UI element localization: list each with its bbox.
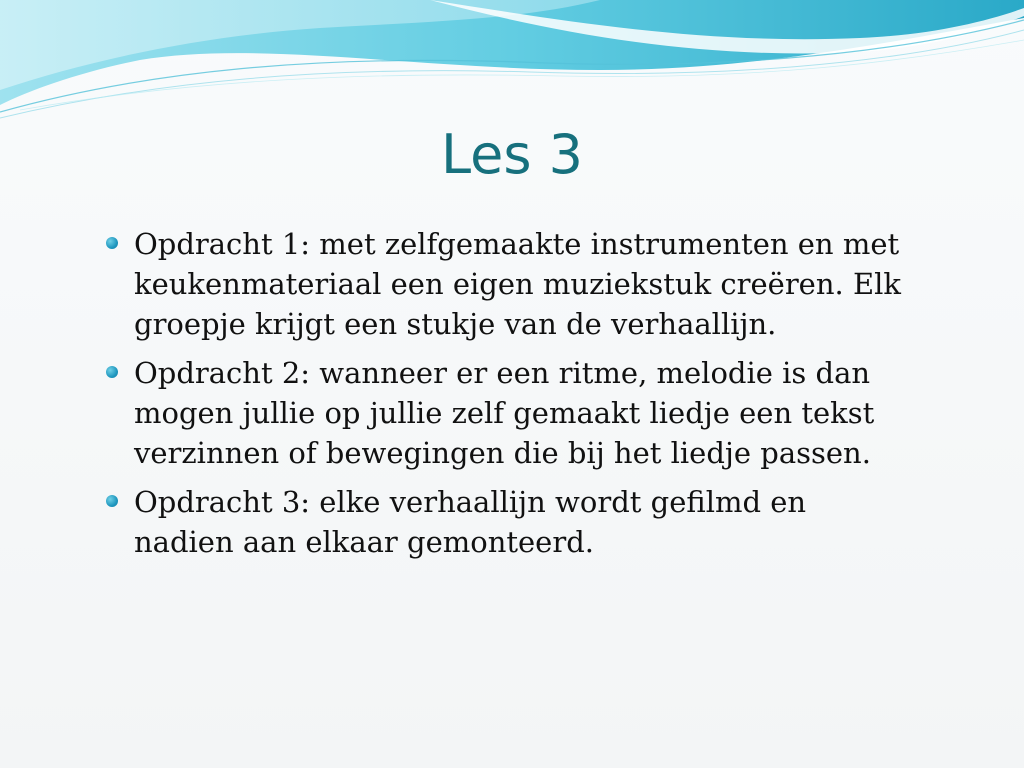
bullet-dot-icon: [106, 495, 118, 507]
wave-header-decoration: [0, 0, 1024, 130]
bullet-item-opdracht-1: [104, 224, 914, 344]
bullet-dot-icon: [106, 366, 118, 378]
bullet-list: [104, 224, 914, 571]
bullet-text: Opdracht 1: met zelfgemaakte instrumenten en met keukenmateriaal een eigen muziekstuk creëren. Elk groepje krijgt een stukje van de verhaallijn.: [134, 227, 901, 341]
bullet-item-opdracht-3: [104, 482, 914, 562]
bullet-text: Opdracht 2: wanneer er een ritme, melodie is dan mogen jullie op jullie zelf gemaakt liedje een tekst verzinnen of bewegingen die bij het liedje passen.: [134, 356, 875, 470]
slide-title: Les 3: [440, 123, 583, 186]
bullet-item-opdracht-2: [104, 353, 914, 473]
bullet-dot-icon: [106, 237, 118, 249]
bullet-text: Opdracht 3: elke verhaallijn wordt gefilmd en nadien aan elkaar gemonteerd.: [134, 485, 807, 559]
